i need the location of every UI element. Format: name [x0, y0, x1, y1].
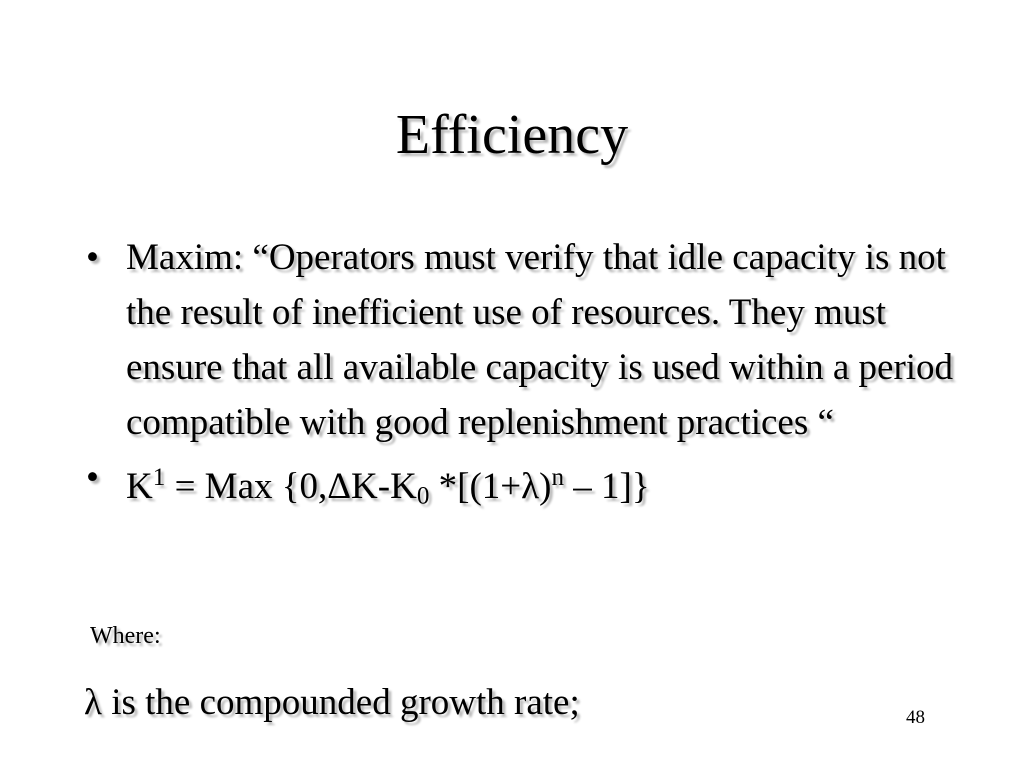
formula-k: K	[126, 466, 153, 508]
bullet-list	[84, 230, 964, 524]
where-label: Where:	[90, 623, 161, 649]
formula-tail: – 1]}	[564, 466, 650, 508]
formula-k-superscript: 1	[152, 464, 166, 491]
bullet-marker: •	[86, 237, 99, 278]
lambda-definition: λ is the compounded growth rate;	[84, 682, 580, 723]
bullet-maxim-text: Maxim: “Operators must verify that idle capacity is not the result of inefficient use of resources. They must ensure that all available capacity is used within a period compatible with good replenishment practices “	[126, 237, 954, 443]
formula	[126, 464, 650, 510]
bullet-marker: •	[86, 457, 99, 498]
slide-title: Efficiency	[395, 104, 629, 166]
formula-after-subscript: *[(1+λ)	[429, 466, 552, 508]
bullet-formula	[84, 450, 964, 524]
page-number: 48	[906, 707, 925, 728]
formula-n-superscript: n	[551, 464, 565, 491]
formula-k0-subscript: 0	[416, 482, 430, 510]
bullet-maxim	[84, 230, 964, 450]
formula-middle: = Max {0,ΔK-K	[165, 466, 417, 508]
